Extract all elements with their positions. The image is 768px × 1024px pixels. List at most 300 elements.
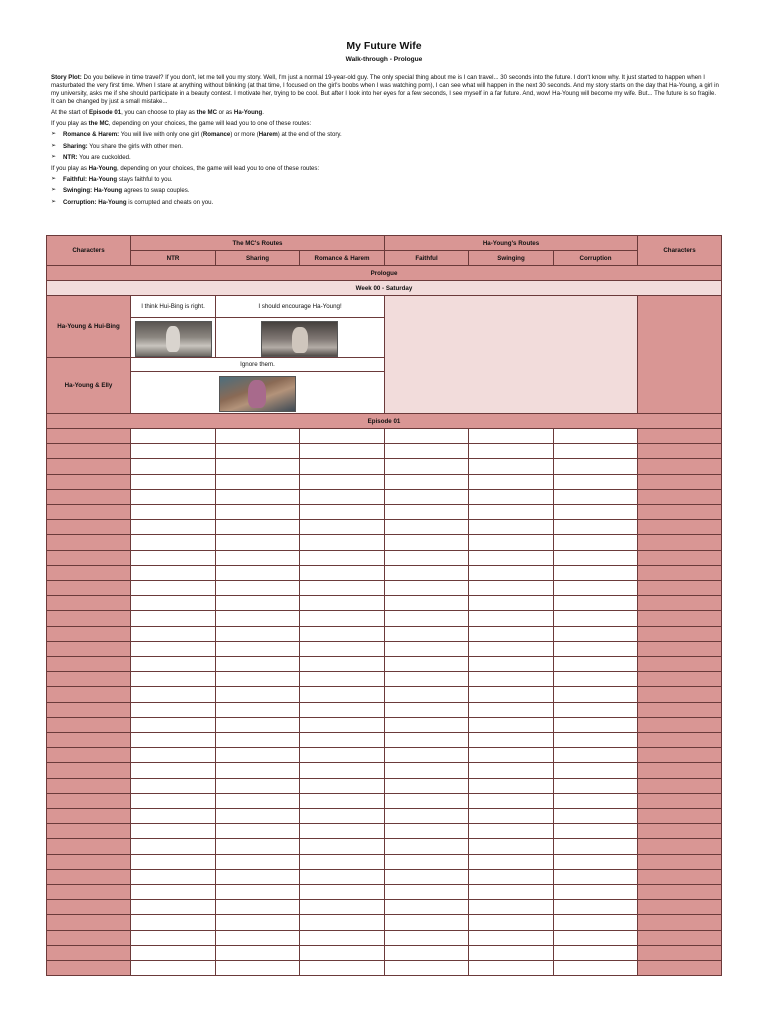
character-cell [637, 869, 722, 885]
route-cell [468, 474, 554, 490]
screenshot-cell [130, 371, 385, 414]
hy-routes-list [51, 176, 719, 206]
character-cell [637, 626, 722, 642]
route-cell [130, 550, 216, 566]
route-cell [215, 960, 300, 976]
route-cell [553, 443, 638, 459]
route-cell [299, 610, 385, 626]
route-cell [468, 686, 554, 702]
route-text: agrees to swap couples. [122, 187, 190, 195]
story-plot-text: Do you believe in time travel? If you don't, let me tell you my story. Well, I'm just a normal 19-year-old guy. The only special thing about me is I can travel... 30 seconds into the future. I don't know why. It just started to happen when I masturbated the very first time. When I stare at anything without blinking (at that time, I focused on the girl's boobs when I was watching porn), I can see what will happen in the next 30 seconds. And my story starts on the day that Ha-Young, a girl in my university, asks me if she should participate in a beauty contest. I motivate her, trying to be cool. But after I look into her eyes for a few seconds, I see myself in a far future. And, wow! Ha-Young will become my wife. But... The future is so fragile. It can be changed by just a small mistake... [51, 74, 719, 105]
route-cell [130, 534, 216, 550]
character-cell [637, 458, 722, 474]
character-cell [46, 443, 131, 459]
ha-young-routes-empty [384, 295, 638, 414]
route-cell [468, 656, 554, 672]
route-cell [384, 823, 469, 839]
route-cell [299, 778, 385, 794]
route-cell [468, 823, 554, 839]
route-cell [130, 489, 216, 505]
route-cell [384, 671, 469, 687]
route-cell [553, 869, 638, 885]
route-cell [384, 732, 469, 748]
bullet-arrow-icon: ➢ [51, 176, 57, 183]
route-cell [130, 899, 216, 915]
route-cell [215, 474, 300, 490]
route-cell [299, 930, 385, 946]
route-cell [553, 489, 638, 505]
route-cell [130, 641, 216, 657]
route-bold: Ha-Young [98, 198, 127, 206]
character-cell [637, 550, 722, 566]
route-text: You are cuckolded. [77, 153, 131, 161]
route-cell [299, 914, 385, 930]
character-cell [46, 626, 131, 642]
route-cell [130, 702, 216, 718]
choice-encourage-ha-young: I should encourage Ha-Young! [215, 295, 385, 318]
scene-screenshot-image [219, 376, 296, 412]
character-cell [637, 519, 722, 535]
route-cell [215, 717, 300, 733]
route-cell [215, 702, 300, 718]
character-cell [637, 793, 722, 809]
route-cell [468, 717, 554, 733]
route-cell [215, 930, 300, 946]
route-cell [553, 914, 638, 930]
route-text: You share the girls with other men. [87, 142, 183, 150]
route-label: Romance & Harem: [63, 131, 120, 139]
route-cell [384, 854, 469, 870]
bullet-arrow-icon: ➢ [51, 131, 57, 138]
route-cell [215, 884, 300, 900]
route-cell [384, 443, 469, 459]
route-cell [468, 534, 554, 550]
route-cell [215, 914, 300, 930]
character-cell [46, 519, 131, 535]
route-cell [553, 930, 638, 946]
character-cell [637, 610, 722, 626]
route-cell [553, 793, 638, 809]
route-cell [130, 443, 216, 459]
route-cell [130, 732, 216, 748]
route-cell [553, 808, 638, 824]
route-cell [215, 686, 300, 702]
route-cell [553, 671, 638, 687]
route-cell [468, 808, 554, 824]
character-cell [637, 565, 722, 581]
route-cell [468, 778, 554, 794]
character-cell [637, 884, 722, 900]
character-cell [637, 595, 722, 611]
choice-ignore-them: Ignore them. [130, 357, 385, 372]
route-cell [384, 914, 469, 930]
route-cell [215, 899, 300, 915]
route-cell [215, 671, 300, 687]
character-cell [637, 641, 722, 657]
route-cell [215, 656, 300, 672]
route-label: Swinging: [63, 187, 93, 195]
route-cell [215, 641, 300, 657]
route-cell [384, 656, 469, 672]
character-cell [46, 960, 131, 976]
route-cell [468, 930, 554, 946]
route-cell [384, 610, 469, 626]
character-cell [46, 428, 131, 444]
route-cell [215, 580, 300, 596]
character-cell [46, 762, 131, 778]
route-cell [384, 641, 469, 657]
route-text: ) or more ( [230, 131, 259, 139]
route-cell [215, 869, 300, 885]
column-header-romance-harem: Romance & Harem [299, 250, 385, 266]
characters-header-left: Characters [46, 235, 131, 266]
route-cell [215, 945, 300, 961]
route-cell [130, 519, 216, 535]
route-cell [299, 641, 385, 657]
screenshot-cell [215, 317, 385, 358]
route-cell [553, 565, 638, 581]
route-cell [384, 884, 469, 900]
route-cell [468, 565, 554, 581]
route-cell [130, 838, 216, 854]
route-cell [384, 428, 469, 444]
route-cell [468, 747, 554, 763]
character-cell [46, 854, 131, 870]
start-line-part: . [262, 108, 264, 116]
route-cell [299, 671, 385, 687]
route-cell [130, 504, 216, 520]
route-cell [553, 458, 638, 474]
character-cell [46, 550, 131, 566]
route-cell [130, 671, 216, 687]
route-cell [130, 458, 216, 474]
character-cell [46, 884, 131, 900]
route-cell [384, 550, 469, 566]
character-cell [637, 428, 722, 444]
route-cell [553, 838, 638, 854]
route-cell [553, 686, 638, 702]
start-line-part: , you can choose to play as [121, 108, 197, 116]
character-cell [637, 702, 722, 718]
character-cell [637, 930, 722, 946]
route-cell [553, 702, 638, 718]
character-cell [46, 474, 131, 490]
route-cell [468, 732, 554, 748]
route-cell [299, 626, 385, 642]
route-romance-harem [51, 131, 719, 139]
route-cell [384, 489, 469, 505]
mc-line-part: , depending on your choices, the game will lead you to one of these routes: [108, 120, 312, 128]
route-bold: Ha-Young [93, 187, 123, 195]
route-cell [215, 550, 300, 566]
route-cell [468, 519, 554, 535]
mc-routes-list [51, 131, 719, 161]
hy-line [51, 165, 719, 173]
route-cell [299, 960, 385, 976]
character-cell [46, 534, 131, 550]
route-cell [299, 854, 385, 870]
route-cell [130, 869, 216, 885]
bullet-arrow-icon: ➢ [51, 153, 57, 160]
route-cell [468, 793, 554, 809]
route-cell [468, 899, 554, 915]
route-cell [553, 534, 638, 550]
character-cell [46, 793, 131, 809]
route-cell [384, 778, 469, 794]
route-cell [384, 747, 469, 763]
choice-hui-bing-right: I think Hui-Bing is right. [130, 295, 216, 318]
route-cell [468, 610, 554, 626]
character-cell [637, 960, 722, 976]
route-cell [553, 519, 638, 535]
route-cell [130, 930, 216, 946]
route-cell [468, 838, 554, 854]
route-cell [299, 717, 385, 733]
route-cell [384, 686, 469, 702]
route-cell [215, 808, 300, 824]
character-cell [637, 823, 722, 839]
route-cell [299, 428, 385, 444]
bullet-arrow-icon: ➢ [51, 187, 57, 194]
route-text: You will live with only one girl ( [119, 131, 203, 139]
route-cell [215, 762, 300, 778]
route-cell [215, 778, 300, 794]
route-cell [468, 869, 554, 885]
characters-header-right: Characters [637, 235, 722, 266]
mc-line-mc: the MC [88, 120, 109, 128]
route-cell [130, 656, 216, 672]
character-cell [637, 580, 722, 596]
character-cell [46, 732, 131, 748]
route-corruption [51, 199, 719, 207]
start-line-part: At the start of [51, 108, 89, 116]
route-cell [468, 489, 554, 505]
mc-routes-header: The MC's Routes [130, 235, 385, 251]
route-cell [130, 778, 216, 794]
route-cell [553, 762, 638, 778]
route-cell [299, 580, 385, 596]
route-cell [130, 717, 216, 733]
route-cell [553, 717, 638, 733]
route-text: stays faithful to you. [117, 176, 173, 184]
route-cell [215, 793, 300, 809]
route-bold: Ha-Young [88, 176, 118, 184]
route-cell [215, 838, 300, 854]
route-cell [299, 474, 385, 490]
route-cell [384, 504, 469, 520]
route-cell [130, 474, 216, 490]
route-cell [468, 458, 554, 474]
route-cell [215, 565, 300, 581]
route-cell [215, 823, 300, 839]
route-cell [384, 702, 469, 718]
column-header-corruption: Corruption [553, 250, 638, 266]
hy-line-part: , depending on your choices, the game will lead you to one of these routes: [116, 164, 320, 172]
route-cell [384, 458, 469, 474]
route-cell [553, 595, 638, 611]
route-cell [130, 945, 216, 961]
route-cell [215, 595, 300, 611]
route-cell [130, 884, 216, 900]
route-bold: Romance [202, 131, 231, 139]
route-cell [384, 899, 469, 915]
route-cell [553, 778, 638, 794]
route-cell [215, 534, 300, 550]
character-cell [637, 489, 722, 505]
character-cell [637, 914, 722, 930]
route-bold: Harem [258, 131, 278, 139]
column-header-ntr: NTR [130, 250, 216, 266]
route-cell [130, 565, 216, 581]
mc-line-part: If you play as [51, 120, 89, 128]
route-cell [299, 732, 385, 748]
character-cell [46, 869, 131, 885]
character-cell [46, 656, 131, 672]
scene-screenshot-image [135, 321, 212, 357]
route-cell [299, 793, 385, 809]
character-cell [637, 717, 722, 733]
route-cell [299, 945, 385, 961]
characters-right-column [637, 295, 722, 414]
route-cell [553, 550, 638, 566]
route-cell [215, 732, 300, 748]
character-cell [637, 474, 722, 490]
route-cell [299, 869, 385, 885]
character-cell [637, 656, 722, 672]
route-cell [215, 610, 300, 626]
route-cell [130, 626, 216, 642]
hy-line-hy: Ha-Young [88, 164, 117, 172]
route-cell [553, 610, 638, 626]
column-header-faithful: Faithful [384, 250, 469, 266]
route-cell [130, 762, 216, 778]
route-cell [130, 580, 216, 596]
route-cell [468, 914, 554, 930]
column-header-swinging: Swinging [468, 250, 554, 266]
route-cell [468, 626, 554, 642]
walkthrough-table [46, 235, 722, 973]
route-cell [468, 702, 554, 718]
character-cell [637, 732, 722, 748]
route-ntr [51, 154, 719, 162]
start-line-hy: Ha-Young [233, 108, 263, 116]
bullet-arrow-icon: ➢ [51, 142, 57, 149]
story-plot-label: Story Plot: [51, 74, 82, 81]
route-cell [215, 504, 300, 520]
character-cell [637, 838, 722, 854]
character-cell [46, 686, 131, 702]
episode-01-row: Episode 01 [46, 413, 722, 429]
route-cell [384, 580, 469, 596]
character-cell [637, 534, 722, 550]
route-cell [553, 747, 638, 763]
route-cell [468, 960, 554, 976]
character-cell [46, 778, 131, 794]
start-line-episode: Episode 01 [88, 108, 122, 116]
route-cell [299, 443, 385, 459]
route-cell [384, 717, 469, 733]
week-row: Week 00 - Saturday [46, 280, 722, 296]
route-cell [215, 458, 300, 474]
bullet-arrow-icon: ➢ [51, 198, 57, 205]
character-cell [637, 945, 722, 961]
character-cell [637, 899, 722, 915]
prologue-row: Prologue [46, 265, 722, 281]
character-cell [637, 808, 722, 824]
route-cell [299, 686, 385, 702]
route-cell [384, 945, 469, 961]
route-swinging [51, 187, 719, 195]
character-cell [637, 443, 722, 459]
route-cell [384, 930, 469, 946]
route-cell [215, 489, 300, 505]
route-cell [468, 580, 554, 596]
route-cell [130, 808, 216, 824]
intro-text [51, 74, 719, 210]
route-cell [384, 565, 469, 581]
route-cell [468, 443, 554, 459]
character-cell [46, 808, 131, 824]
route-cell [468, 762, 554, 778]
route-cell [299, 458, 385, 474]
route-cell [299, 656, 385, 672]
column-header-sharing: Sharing [215, 250, 300, 266]
route-cell [384, 762, 469, 778]
character-cell [637, 686, 722, 702]
route-cell [384, 626, 469, 642]
route-faithful [51, 176, 719, 184]
character-cell [46, 945, 131, 961]
character-cell [46, 610, 131, 626]
route-cell [553, 656, 638, 672]
route-cell [299, 899, 385, 915]
route-cell [384, 474, 469, 490]
route-cell [468, 428, 554, 444]
route-cell [299, 808, 385, 824]
route-cell [553, 428, 638, 444]
character-cell [46, 930, 131, 946]
character-cell [46, 641, 131, 657]
route-cell [553, 504, 638, 520]
route-cell [299, 519, 385, 535]
character-cell [46, 747, 131, 763]
route-cell [468, 595, 554, 611]
route-cell [299, 884, 385, 900]
route-cell [130, 595, 216, 611]
screenshot-cell [130, 317, 216, 358]
route-cell [130, 914, 216, 930]
character-cell [637, 778, 722, 794]
route-text: ) at the end of the story. [277, 131, 342, 139]
route-label: Corruption: [63, 198, 97, 206]
mc-line [51, 120, 719, 128]
route-cell [215, 626, 300, 642]
route-cell [299, 702, 385, 718]
story-plot [51, 74, 719, 106]
route-cell [299, 747, 385, 763]
route-cell [553, 854, 638, 870]
route-text: is corrupted and cheats on you. [126, 198, 214, 206]
route-sharing [51, 143, 719, 151]
character-cell [46, 671, 131, 687]
route-cell [299, 762, 385, 778]
route-cell [468, 550, 554, 566]
character-cell [637, 854, 722, 870]
route-cell [215, 519, 300, 535]
route-cell [468, 671, 554, 687]
route-cell [384, 595, 469, 611]
character-cell [637, 762, 722, 778]
